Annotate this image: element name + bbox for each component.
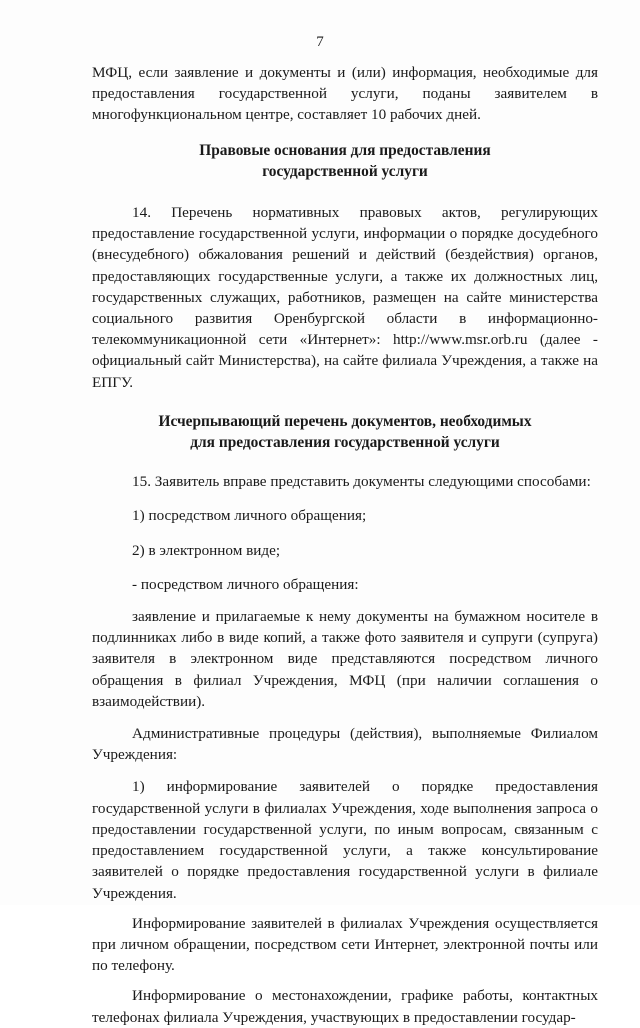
heading-legal-basis-line-2: государственной услуги	[262, 162, 428, 180]
list-item-15-2: 2) в электронном виде;	[132, 541, 281, 559]
heading-documents-line-2: для предоставления государственной услуги	[190, 434, 500, 452]
paragraph-informing: Информирование заявителей в филиалах Учреждения осуществляется при личном обращении, посредством сети Интернет, электронной почты или по телефону.	[92, 914, 598, 975]
paragraph-application: заявление и прилагаемые к нему документы на бумажном носителе в подлинниках либо в виде копий, а также фото заявителя и супруги (супруга) заявителя в электронном виде представляются посредством личного обращения в филиал Учреждения, МФЦ (при наличии соглашения о взаимодействии).	[92, 608, 598, 710]
paragraph-location-info: Информирование о местонахождении, графике работы, контактных телефонах филиала Учреждения, участвующих в предоставлении государ-	[92, 987, 598, 1026]
list-item-15-1: 1) посредством личного обращения;	[132, 507, 367, 525]
paragraph-15: 15. Заявитель вправе представить документы следующими способами:	[132, 473, 591, 491]
paragraph-admin-item-1: 1) информирование заявителей о порядке предоставления государственной услуги в филиалах Учреждения, ходе выполнения запроса о предоставлении государственной услуги, по иным вопросам, связанным с предоставлением государственной услуги, а также консультирование заявителей о порядке предоставления государственной услуги в филиале Учреждения.	[92, 778, 598, 902]
paragraph-admin-procedures: Административные процедуры (действия), выполняемые Филиалом Учреждения:	[92, 725, 598, 764]
document-body	[92, 62, 598, 1028]
list-item-15-dash: - посредством личного обращения:	[132, 575, 359, 593]
paragraph-intro: МФЦ, если заявление и документы и (или) информация, необходимые для предоставления государственной услуги, поданы заявителем в многофункциональном центре, составляет 10 рабочих дней.	[92, 64, 598, 124]
heading-documents-line-1: Исчерпывающий перечень документов, необходимых	[158, 412, 532, 430]
paragraph-14: 14. Перечень нормативных правовых актов, регулирующих предоставление государственной услуги, информации о порядке досудебного (внесудебного) обжалования решений и действий (бездействия) органов, предоставляющих государственные услуги, а также их должностных лиц, государственных служащих, работников, размещен на сайте министерства социального развития Оренбургской области в информационно-телекоммуникационной сети «Интернет»: http://www.msr.orb.ru (далее - официальный сайт Министерства), на сайте филиала Учреждения, а также на ЕПГУ.	[92, 204, 598, 391]
page-number: 7	[316, 34, 324, 50]
heading-legal-basis-line-1: Правовые основания для предоставления	[199, 141, 491, 159]
